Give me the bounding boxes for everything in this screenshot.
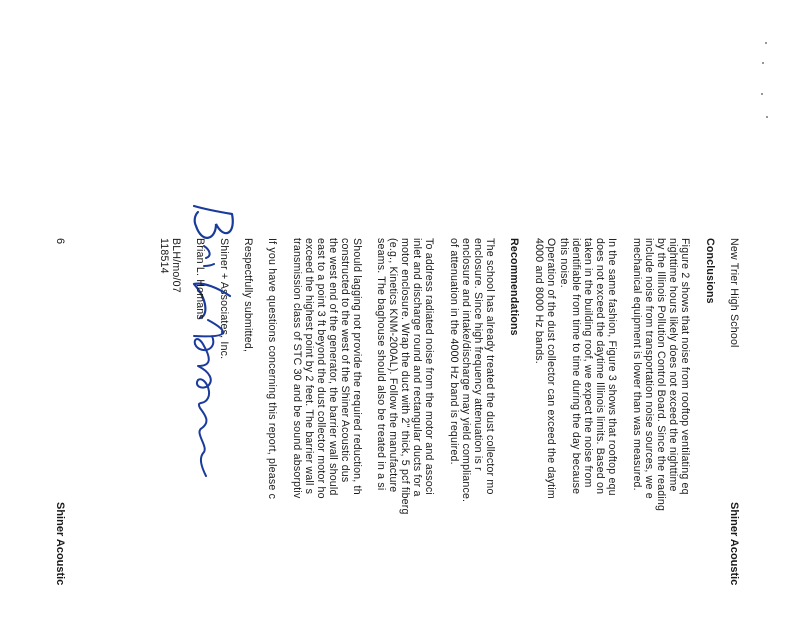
scan-speck [765,42,767,44]
recommendations-line: enclosure. Since high frequency attenuation is r [472,238,484,471]
conclusions-line: by the Illinois Pollution Control Board. Since the reading [655,238,667,512]
scan-speck [766,116,768,118]
closing-reference-number: 118514 [158,238,170,274]
paragraph-line: If you have questions concerning this report, please c [266,238,278,500]
header-project: New Trier High School [728,238,740,348]
paragraph-line: taken in the building roof, we expect the noise from [582,238,594,488]
closing-name: Brian L. Homans [194,238,206,320]
conclusions-line: Figure 2 shows that noise from rooftop ventilating eq [679,238,691,495]
paragraph-line: 4000 and 8000 Hz bands. [533,238,545,364]
paragraph-line: exceed the highest point by 2 feet. The barrier wall s [303,238,315,495]
closing-company: Shiner + Associates, Inc. [218,238,230,360]
recommendations-line: The school has already treated the dust collector mo [484,238,496,495]
page-number: 6 [54,238,66,245]
paragraph-line: (e.g., Kinetics KNM-200AL). Follow the manufacture [387,238,399,493]
closing-respectfully: Respectfully submitted, [242,238,254,353]
paragraph-line: this noise. [558,238,570,288]
scan-speck [761,93,763,95]
paragraph-line: identifiable from time to time during the day because [570,238,582,495]
header-firm: Shiner Acoustic [728,502,740,586]
recommendations-line: of attenuation in the 4000 Hz band is required. [448,238,460,465]
paragraph-line: does not exceed the daytime Illinois limits. Based on [594,238,606,495]
paragraph-line: Operation of the dust collector can exceed the daytim [545,238,557,499]
paragraph-line: inlet and discharge round and rectangular ducts for a [411,238,423,497]
paragraph-line: transmission class of STC 30 and be sound absorptiv [291,238,303,499]
conclusions-line: mechanical equipment is lower than was measured. [631,238,643,491]
paragraph-line: Should lagging not provide the required reduction, th [351,238,363,495]
conclusions-heading: Conclusions [704,238,716,304]
conclusions-line: nighttime hours likely does not exceed the nighttime [667,238,679,492]
recommendations-line: enclosure and intake/discharge may yield compliance. [460,238,472,503]
paragraph-line: east to a point 3 ft beyond the dust collector motor ho [315,238,327,499]
scan-speck [762,62,764,64]
paragraph-line: the west end of the generator, the barrier wall should [327,238,339,496]
conclusions-line: include noise from transportation noise sources, we e [643,238,655,499]
paragraph-line: seams. The baghouse should also be treated in a si [375,238,387,491]
closing-initials: BLH/mo/07 [170,238,182,293]
paragraph-line: To address radiated noise from the motor and associ [423,238,435,495]
paragraph-line: constructed to the west of the Shiner Acoustic dus [339,238,351,483]
recommendations-heading: Recommendations [508,238,520,336]
paragraph-line: motor enclosure. Wrap the duct with 2" thick, 5 pcf fiberg [399,238,411,515]
paragraph-line: In the same fashion, Figure 3 shows that rooftop equ [606,238,618,496]
footer-firm: Shiner Acoustic [54,502,66,586]
